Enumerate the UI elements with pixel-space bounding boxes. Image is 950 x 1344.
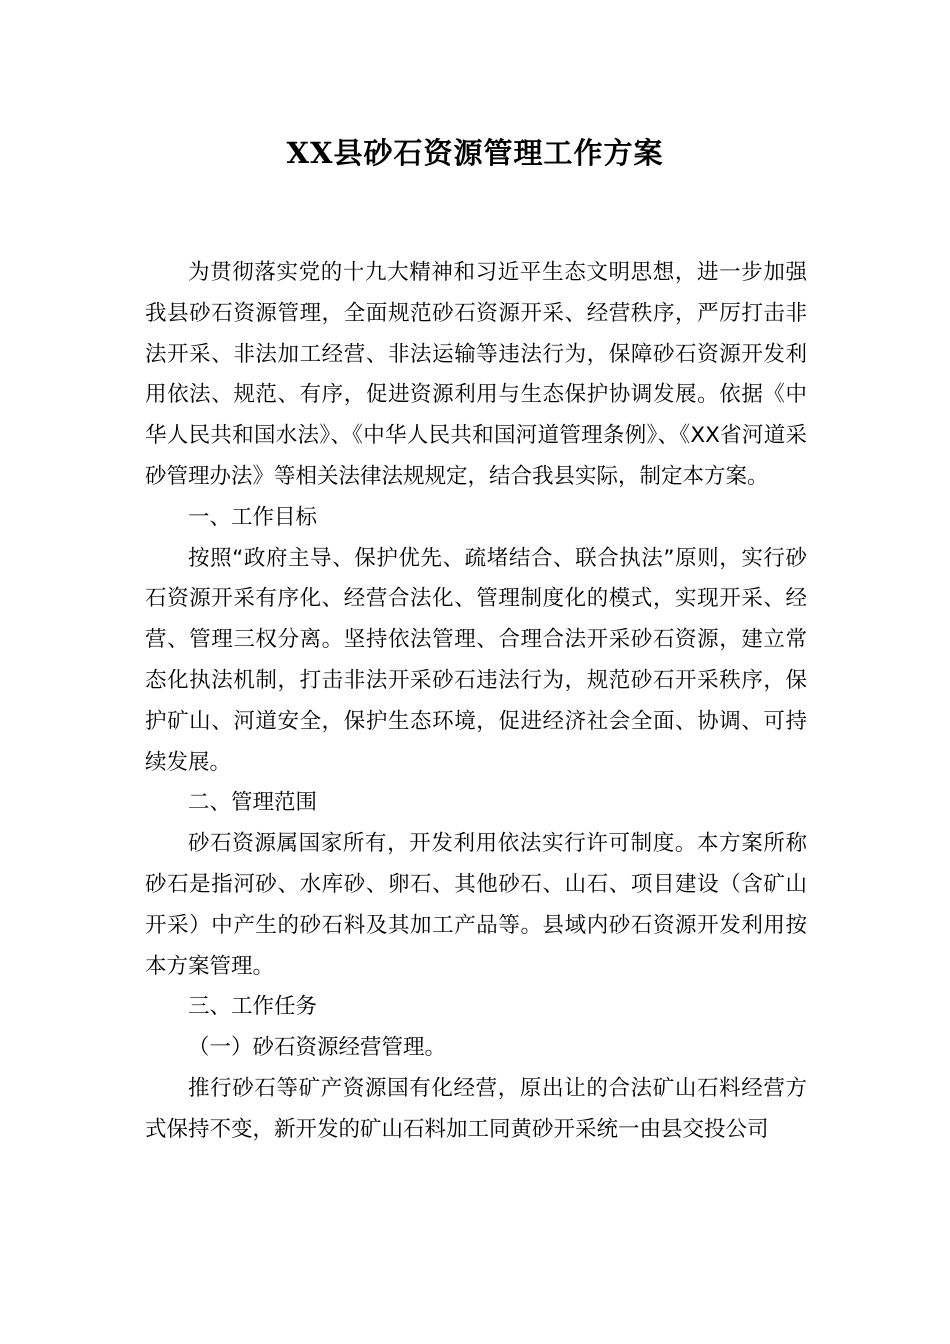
paragraph-work-goal: 按照“政府主导、保护优先、疏堵结合、联合执法”原则，实行砂石资源开采有序化、经营合法化、管理制度化的模式，实现开采、经营、管理三权分离。坚持依法管理、合理合法开采砂石资源，建立常态化执法机制，打击非法开采砂石违法行为，规范砂石开采秩序，保护矿山、河道安全，保护生态环境，促进经济社会全面、协调、可持续发展。 (145, 545, 807, 775)
document-body (145, 253, 807, 1151)
paragraph-management-scope: 砂石资源属国家所有，开发利用依法实行许可制度。本方案所称砂石是指河砂、水库砂、卵石、其他砂石、山石、项目建设（含矿山开采）中产生的砂石料及其加工产品等。县域内砂石资源开发利用按本方案管理。 (145, 831, 807, 979)
paragraph-operation-management: 推行砂石等矿产资源国有化经营，原出让的合法矿山石料经营方式保持不变，新开发的矿山石料加工同黄砂开采统一由县交投公司 (145, 1075, 807, 1142)
document-title: XX县砂石资源管理工作方案 (286, 136, 664, 170)
heading-management-scope: 二、管理范围 (188, 790, 318, 816)
subheading-operation-management: （一）砂石资源经营管理。 (188, 1035, 447, 1061)
heading-work-goal: 一、工作目标 (188, 504, 318, 530)
paragraph-intro: 为贯彻落实党的十九大精神和习近平生态文明思想，进一步加强我县砂石资源管理，全面规范砂石资源开采、经营秩序，严厉打击非法开采、非法加工经营、非法运输等违法行为，保障砂石资源开发利用依法、规范、有序，促进资源利用与生态保护协调发展。依据《中华人民共和国水法》、《中华人民共和国河道管理条例》、《XX省河道采砂管理办法》等相关法律法规规定，结合我县实际，制定本方案。 (145, 260, 807, 489)
heading-work-tasks: 三、工作任务 (188, 994, 318, 1020)
